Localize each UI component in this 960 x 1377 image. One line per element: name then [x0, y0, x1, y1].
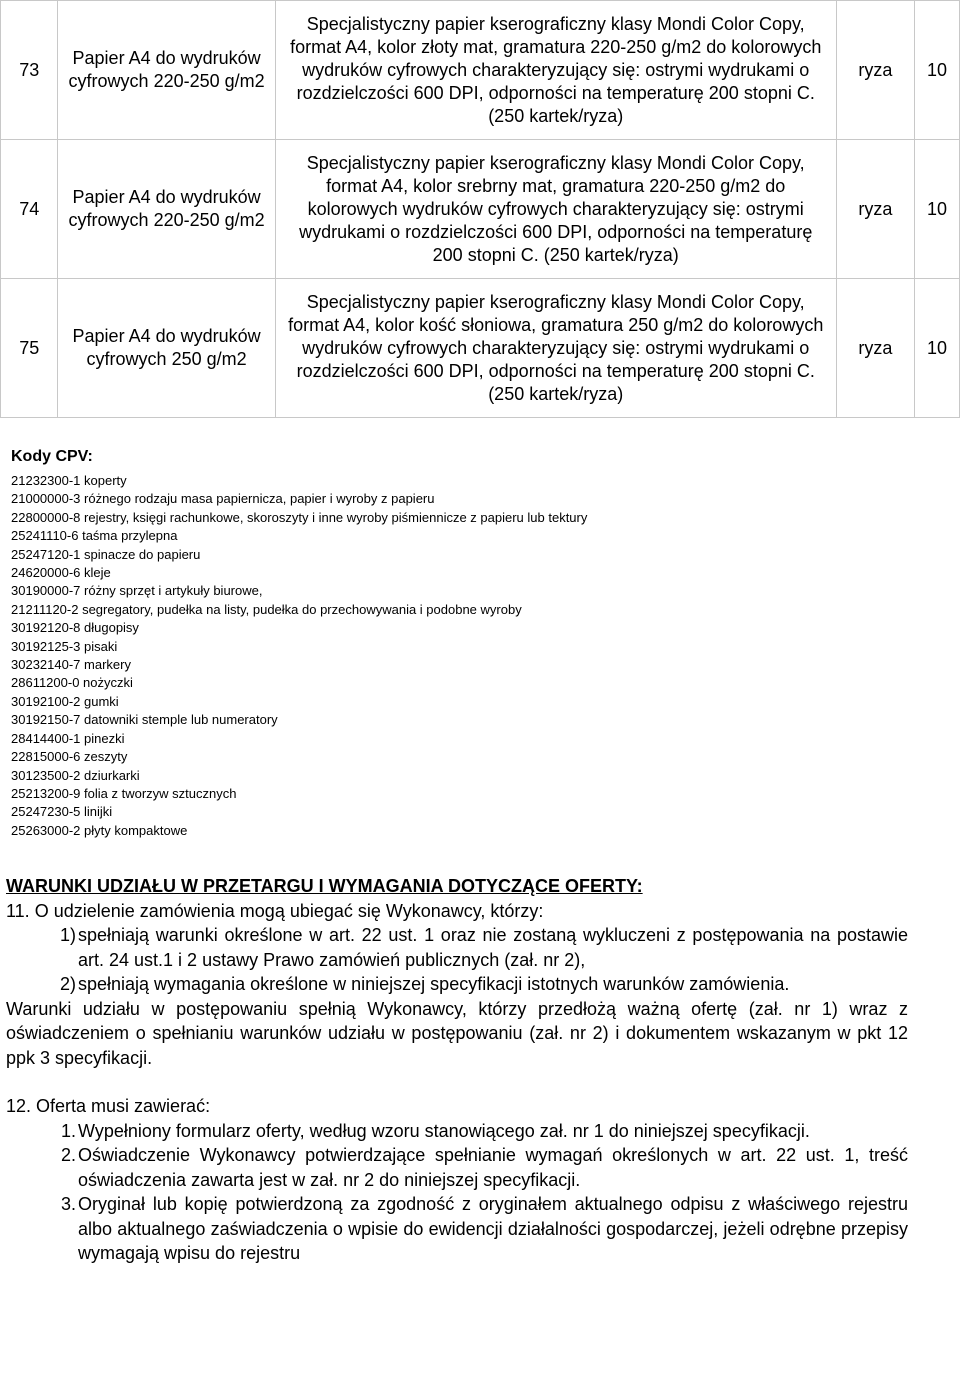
- cpv-item: 28414400-1 pinezki: [11, 730, 125, 746]
- cpv-item: 25247230-5 linijki: [11, 804, 113, 820]
- cpv-item: 28611200-0 nożyczki: [11, 675, 133, 691]
- section-11-list: [6, 923, 908, 997]
- cpv-item: 25247120-1 spinacze do papieru: [11, 546, 201, 562]
- cpv-item: 30192150-7 datowniki stemple lub numeratory: [11, 712, 278, 728]
- item-name: Papier A4 do wydruków cyfrowych 220-250 g/m2: [58, 1, 275, 140]
- cpv-item: 21232300-1 koperty: [11, 473, 127, 488]
- list-item: [6, 1192, 908, 1266]
- section-heading: WARUNKI UDZIAŁU W PRZETARGU I WYMAGANIA DOTYCZĄCE OFERTY:: [6, 876, 643, 896]
- cpv-item: 30192100-2 gumki: [11, 693, 119, 709]
- cpv-item: 25241110-6 taśma przylepna: [11, 528, 178, 544]
- list-item: [6, 1143, 908, 1192]
- cpv-title: Kody CPV:: [11, 448, 93, 465]
- cpv-item: 21000000-3 różnego rodzaju masa papiernicza, papier i wyroby z papieru: [11, 491, 435, 507]
- item-quantity: 10: [915, 140, 960, 279]
- cpv-item: 22815000-6 zeszyty: [11, 749, 128, 765]
- item-unit: ryza: [836, 1, 914, 140]
- cpv-item: 25213200-9 folia z tworzyw sztucznych: [11, 785, 237, 801]
- table-row: [1, 140, 960, 279]
- list-number: 2.: [60, 1145, 76, 1165]
- row-number: 73: [1, 1, 58, 140]
- cpv-item: 21211120-2 segregatory, pudełka na listy, pudełka do przechowywania i podobne wyroby: [11, 601, 522, 617]
- cpv-item: 30192125-3 pisaki: [11, 638, 118, 654]
- cpv-item: 30123500-2 dziurkarki: [11, 767, 140, 783]
- item-unit: ryza: [836, 140, 914, 279]
- cpv-item: 30232140-7 markery: [11, 657, 131, 673]
- cpv-item: 22800000-8 rejestry, księgi rachunkowe, skoroszyty i inne wyroby piśmiennicze z papieru lub tektury: [11, 509, 588, 525]
- cpv-list: [11, 472, 587, 840]
- item-description: Specjalistyczny papier kserograficzny klasy Mondi Color Copy, format A4, kolor srebrny mat, gramatura 220-250 g/m2 do kolorowych wydruków cyfrowych charakteryzujący się: ostrymi wydrukami o rozdzielczości 600 DPI, odporności na temperaturę 200 stopni C. (250 kartek/ryza): [275, 140, 836, 279]
- list-text: Wypełniony formularz oferty, według wzoru stanowiącego zał. nr 1 do niniejszej specyfikacji.: [78, 1120, 810, 1141]
- list-text: spełniają warunki określone w art. 22 ust. 1 oraz nie zostaną wykluczeni z postępowania na postawie art. 24 ust.1 i 2 ustawy Prawo zamówień publicznych (zał. nr 2),: [78, 925, 908, 970]
- items-table: [0, 0, 960, 418]
- cpv-item: 30190000-7 różny sprzęt i artykuły biurowe,: [11, 583, 263, 599]
- cpv-item: 25263000-2 płyty kompaktowe: [11, 822, 188, 838]
- list-text: spełniają wymagania określone w niniejszej specyfikacji istotnych warunków zamówienia.: [78, 974, 790, 994]
- list-number: 3.: [60, 1194, 76, 1214]
- item-name: Papier A4 do wydruków cyfrowych 220-250 g/m2: [58, 140, 275, 279]
- list-item: [6, 1119, 908, 1144]
- cpv-item: 30192120-8 długopisy: [11, 620, 139, 636]
- item-description: Specjalistyczny papier kserograficzny klasy Mondi Color Copy, format A4, kolor złoty mat, gramatura 220-250 g/m2 do kolorowych wydruków cyfrowych charakteryzujący się: ostrymi wydrukami o rozdzielczości 600 DPI, odporności na temperaturę 200 stopni C. (250 kartek/ryza): [275, 1, 836, 140]
- list-text: Oświadczenie Wykonawcy potwierdzające spełnianie wymagań określonych w art. 22 ust. 1, treść oświadczenia zawarta jest w zał. nr 2 do niniejszej specyfikacji.: [78, 1145, 908, 1190]
- list-number: 1): [59, 925, 76, 945]
- section-11-summary: Warunki udziału w postępowaniu spełnią Wykonawcy, którzy przedłożą ważną ofertę (zał. nr 1) wraz z oświadczeniem o spełnianiu warunków udziału w postępowaniu (zał. nr 2) i dokumentem wskazanym w pkt 12 ppk 3 specyfikacji.: [6, 998, 908, 1068]
- list-item: [6, 972, 908, 997]
- table-row: [1, 1, 960, 140]
- item-quantity: 10: [915, 279, 960, 418]
- list-number: 1.: [60, 1120, 76, 1141]
- item-description: Specjalistyczny papier kserograficzny klasy Mondi Color Copy, format A4, kolor kość słoniowa, gramatura 250 g/m2 do kolorowych wydruków cyfrowych charakteryzujący się: ostrymi wydrukami o rozdzielczości 600 DPI, odporności na temperaturę 200 stopni C. (250 kartek/ryza): [275, 279, 836, 418]
- cpv-section: [11, 446, 587, 840]
- table-row: [1, 279, 960, 418]
- list-number: 2): [59, 974, 76, 994]
- conditions-section: [6, 874, 908, 1266]
- cpv-item: 24620000-6 kleje: [11, 565, 111, 581]
- section-12-intro: 12. Oferta musi zawierać:: [6, 1096, 211, 1116]
- item-quantity: 10: [915, 1, 960, 140]
- list-item: [6, 923, 908, 972]
- item-name: Papier A4 do wydruków cyfrowych 250 g/m2: [58, 279, 275, 418]
- section-12-list: [6, 1119, 908, 1266]
- row-number: 75: [1, 279, 58, 418]
- section-11-intro: 11. O udzielenie zamówienia mogą ubiegać się Wykonawcy, którzy:: [6, 900, 544, 921]
- row-number: 74: [1, 140, 58, 279]
- list-text: Oryginał lub kopię potwierdzoną za zgodność z oryginałem aktualnego odpisu z właściwego rejestru albo aktualnego zaświadczenia o wpisie do ewidencji działalności gospodarczej, jeżeli odrębne przepisy wymagają wpisu do rejestru: [78, 1194, 908, 1263]
- item-unit: ryza: [836, 279, 914, 418]
